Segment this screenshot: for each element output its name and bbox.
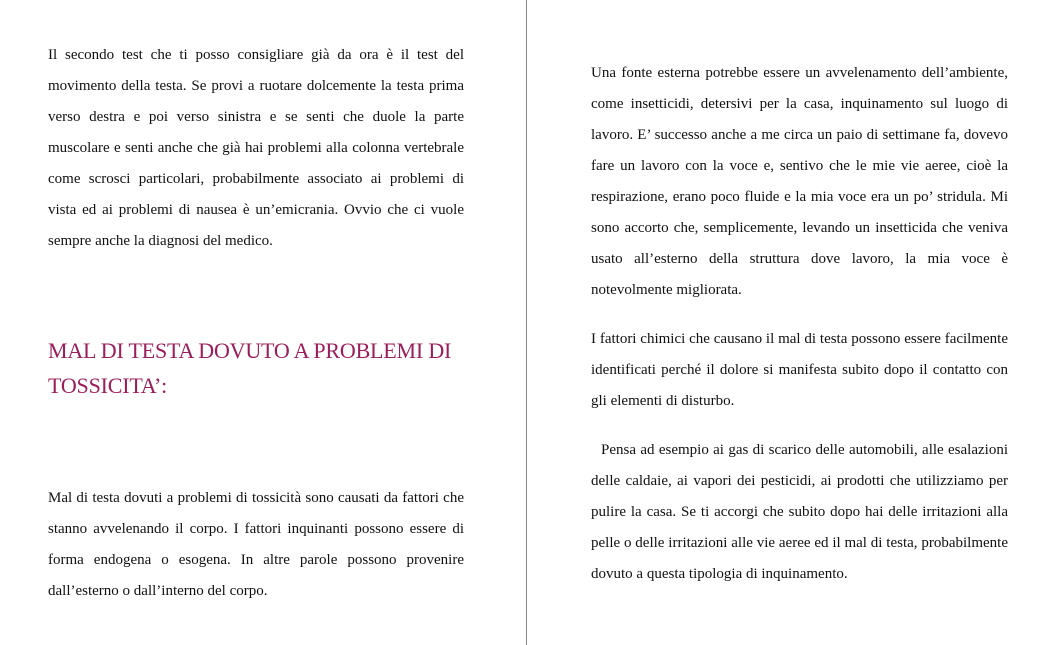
right-paragraph-chemical-factors: I fattori chimici che causano il mal di testa possono essere facilmente identificati perché il dolore si manifesta subito dopo il contatto con gli elementi di disturbo. — [591, 331, 1008, 409]
right-paragraph-examples: Pensa ad esempio ai gas di scarico delle automobili, alle esalazioni delle caldaie, ai vapori dei pesticidi, ai prodotti che utilizziamo per pulire la casa. Se ti accorgi che subito dopo hai delle irritazioni alla pelle o delle irritazioni alle vie aeree ed il mal di testa, probabilmente dovuto a questa tipologia di inquinamento. — [591, 442, 1008, 582]
page-divider — [526, 0, 527, 645]
left-paragraph-toxicity-intro: Mal di testa dovuti a problemi di tossicità sono causati da fattori che stanno avvelenando il corpo. I fattori inquinanti possono essere di forma endogena o esogena. In altre parole possono provenire dall’esterno o dall’interno del corpo. — [48, 490, 464, 599]
left-paragraph-movement-test: Il secondo test che ti posso consigliare già da ora è il test del movimento della testa. Se provi a ruotare dolcemente la testa prima verso destra e poi verso sinistra e se senti che duole la parte muscolare e senti anche che già hai problemi alla colonna vertebrale come scrosci particolari, probabilmente associato ai problemi di vista ed ai problemi di nausea è un’emicrania. Ovvio che ci vuole sempre anche la diagnosi del medico. — [48, 47, 464, 249]
right-page — [528, 0, 1054, 645]
left-page — [0, 0, 526, 645]
section-heading-toxicity: MAL DI TESTA DOVUTO A PROBLEMI DI TOSSICITA’: — [48, 338, 452, 398]
right-paragraph-external-source: Una fonte esterna potrebbe essere un avvelenamento dell’ambiente, come insetticidi, detersivi per la casa, inquinamento sul luogo di lavoro. E’ successo anche a me circa un paio di settimane fa, dovevo fare un lavoro con la voce e, sentivo che le mie vie aeree, cioè la respirazione, erano poco fluide e la mia voce era un po’ stridula. Mi sono accorto che, semplicemente, levando un insetticida che veniva usato all’esterno della struttura dove lavoro, la mia voce è notevolmente migliorata. — [591, 65, 1008, 298]
